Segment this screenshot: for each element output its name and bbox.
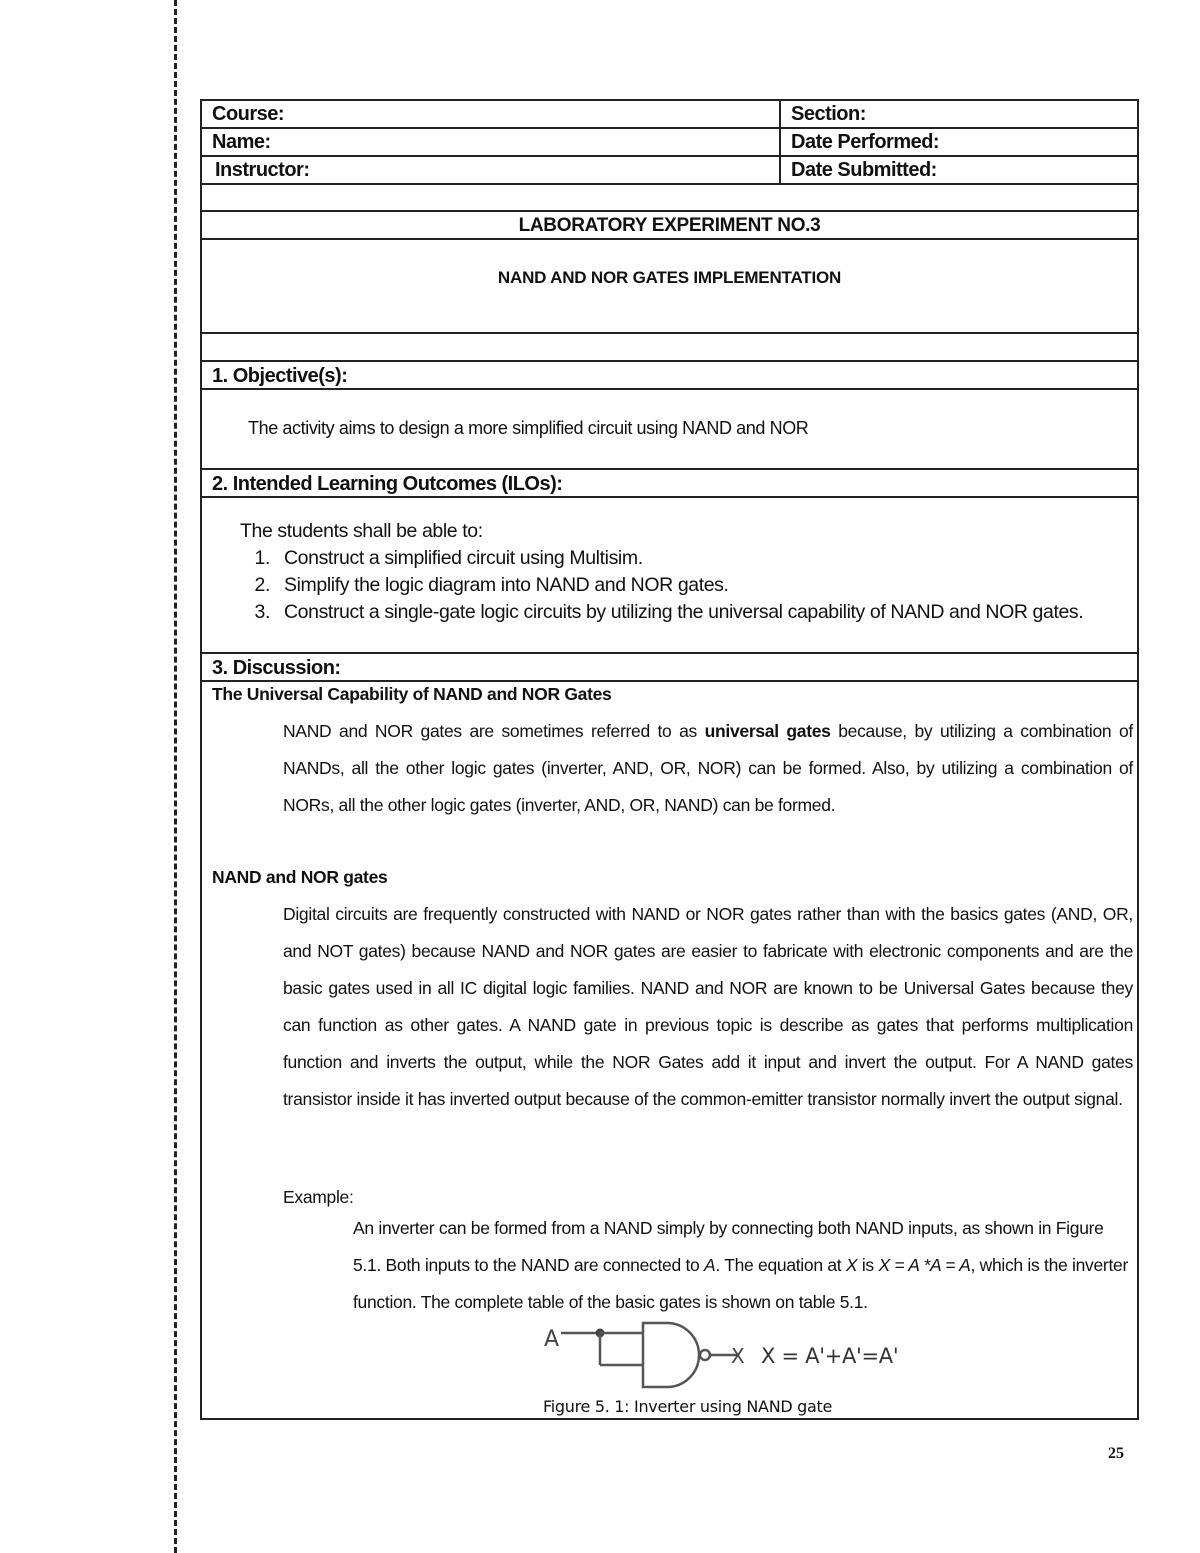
- list-item: [240, 545, 1137, 572]
- objectives-heading: 1. Objective(s):: [202, 362, 1137, 390]
- experiment-title: LABORATORY EXPERIMENT NO.3: [202, 212, 1137, 240]
- objectives-body: [202, 390, 1137, 470]
- experiment-sheet: [200, 99, 1139, 1420]
- output-label-x: X: [731, 1344, 745, 1368]
- list-item: [240, 599, 1137, 626]
- list-item-text: Construct a simplified circuit using Multisim.: [284, 547, 643, 569]
- experiment-subtitle-text: NAND AND NOR GATES IMPLEMENTATION: [497, 268, 842, 287]
- universal-text-before: NAND and NOR gates are sometimes referred to as: [283, 721, 705, 741]
- binding-margin-line: [174, 0, 177, 1553]
- discussion-heading: 3. Discussion:: [202, 654, 1137, 682]
- figure-equation: X = A'+A'=A': [761, 1344, 899, 1368]
- example-text-3: is: [857, 1255, 879, 1275]
- objectives-text: The activity aims to design a more simplified circuit using NAND and NOR: [248, 418, 809, 438]
- example-label: Example:: [283, 1187, 354, 1207]
- instructor-row: [202, 157, 1137, 185]
- instructor-label: Instructor:: [202, 157, 781, 183]
- ilos-body: [202, 498, 1137, 654]
- universal-capability-paragraph: [283, 713, 1133, 824]
- name-label: Name:: [202, 129, 781, 155]
- nand-gate-icon: [643, 1323, 699, 1387]
- ilos-list: [240, 545, 1137, 626]
- nand-nor-heading: NAND and NOR gates: [212, 867, 388, 887]
- list-item-number: 2.: [254, 574, 270, 596]
- blank-row: [202, 334, 1137, 362]
- list-item-number: 3.: [254, 601, 270, 623]
- list-item-text: Construct a single-gate logic circuits by utilizing the universal capability of NAND and NOR gates.: [284, 601, 1084, 623]
- inversion-bubble: [700, 1350, 710, 1360]
- figure-caption: Figure 5. 1: Inverter using NAND gate: [543, 1397, 833, 1416]
- universal-gates-term: universal gates: [704, 721, 831, 741]
- example-paragraph: [353, 1210, 1133, 1321]
- page-number: 25: [1108, 1445, 1124, 1462]
- course-row: [202, 101, 1137, 129]
- universal-capability-heading: The Universal Capability of NAND and NOR Gates: [212, 684, 612, 704]
- discussion-body: [202, 682, 1137, 1423]
- section-label: Section:: [791, 103, 866, 125]
- blank-row: [202, 185, 1137, 212]
- example-equation: X = A *A = A: [878, 1255, 971, 1275]
- example-text-4: , which is the inverter function. The complete table of the basic gates is shown on table 5.1.: [353, 1255, 1128, 1312]
- ilos-intro: The students shall be able to:: [240, 520, 483, 542]
- date-submitted-label: Date Submitted:: [791, 159, 937, 181]
- example-text-2: . The equation at: [715, 1255, 846, 1275]
- list-item-text: Simplify the logic diagram into NAND and NOR gates.: [284, 574, 729, 596]
- nand-inverter-diagram: [537, 1319, 899, 1391]
- example-var-a: A: [704, 1255, 716, 1275]
- ilos-heading: 2. Intended Learning Outcomes (ILOs):: [202, 470, 1137, 498]
- list-item: [240, 572, 1137, 599]
- date-performed-label: Date Performed:: [791, 131, 940, 153]
- course-label: Course:: [202, 101, 781, 127]
- list-item-number: 1.: [254, 547, 270, 569]
- example-var-x: X: [845, 1255, 858, 1275]
- experiment-subtitle: [202, 240, 1137, 334]
- name-row: [202, 129, 1137, 157]
- input-label-a: A: [544, 1327, 559, 1352]
- nand-nor-paragraph: Digital circuits are frequently constructed with NAND or NOR gates rather than with the basics gates (AND, OR, and NOT gates) because NAND and NOR gates are easier to fabricate with electronic components and are the basic gates used in all IC digital logic families. NAND and NOR are known to be Universal Gates because they can function as other gates. A NAND gate in previous topic is describe as gates that performs multiplication function and inverts the output, while the NOR Gates add it input and invert the output. For A NAND gates transistor inside it has inverted output because of the common-emitter transistor normally invert the output signal.: [283, 904, 1133, 1109]
- example-text-1: An inverter can be formed from a NAND simply by connecting both NAND inputs, as shown in Figure 5.1. Both inputs to the NAND are connected to: [353, 1218, 1104, 1275]
- universal-text-after: because, by utilizing a combination of NANDs, all the other logic gates (inverter, AND, OR, NOR) can be formed. Also, by utilizing a combination of NORs, all the other logic gates (inverter, AND, OR, NAND) can be formed.: [283, 721, 1133, 815]
